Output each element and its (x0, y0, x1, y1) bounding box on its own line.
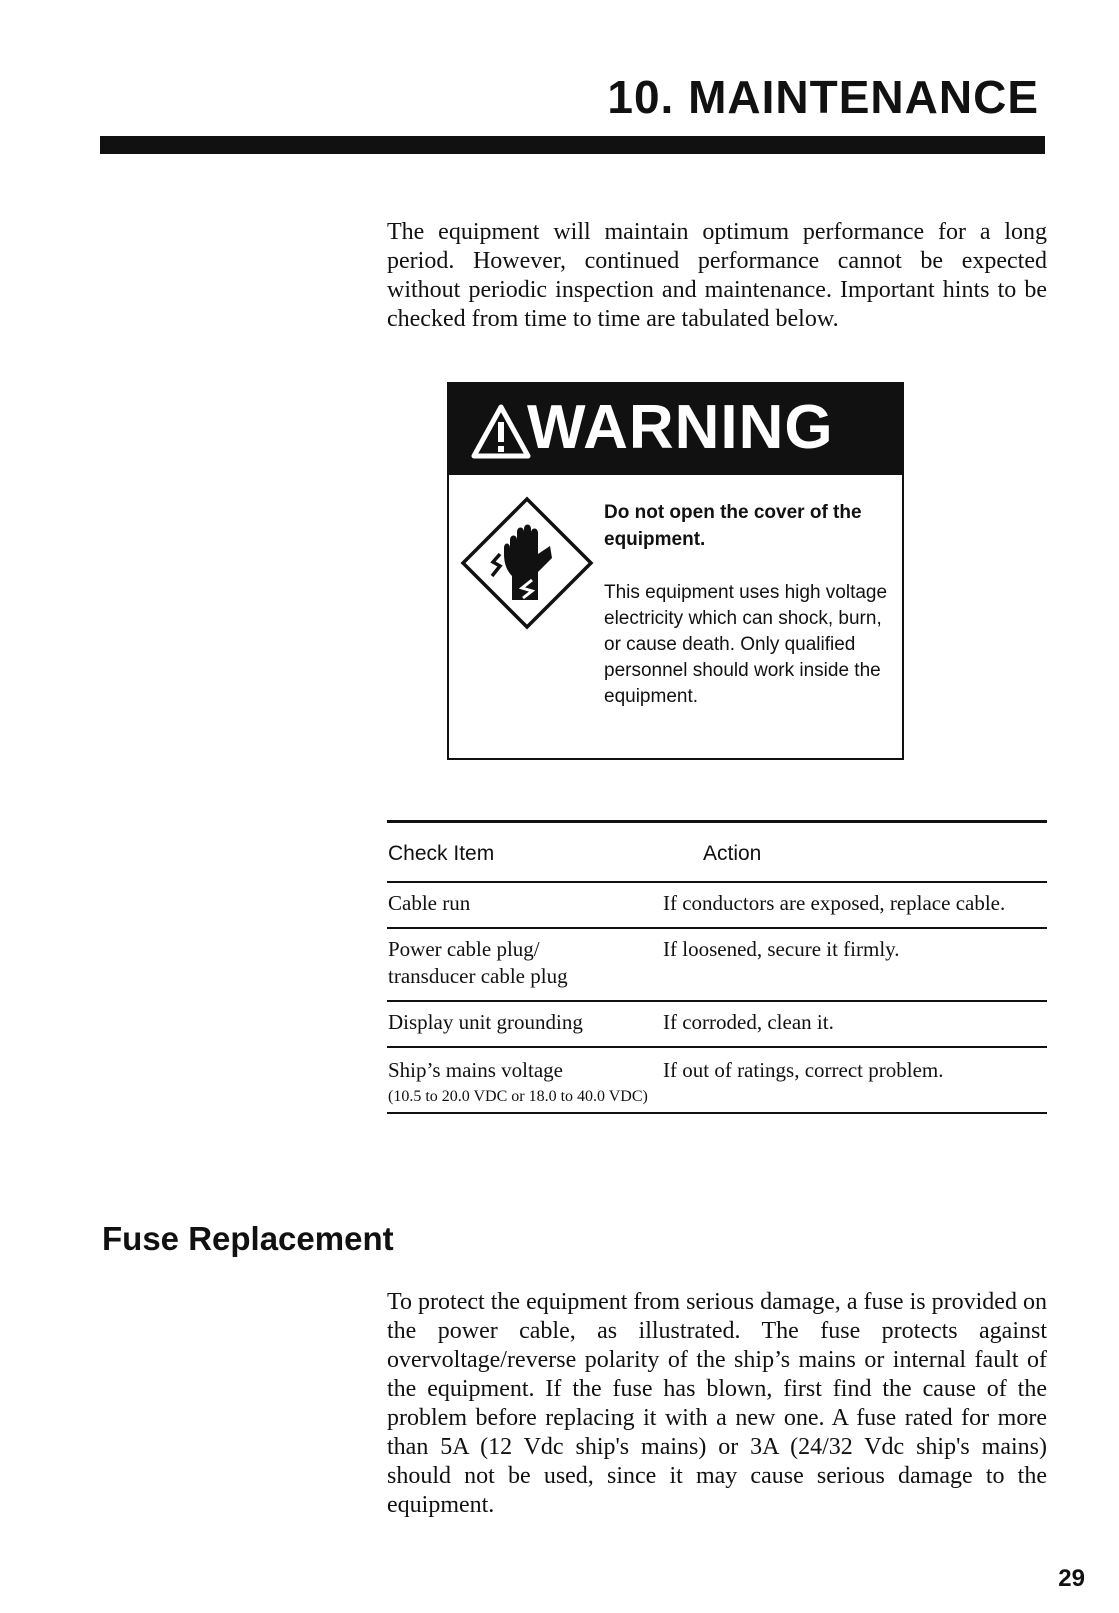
row-2-action: If loosened, secure it firmly. (663, 937, 900, 961)
table-bottom-rule (387, 1112, 1047, 1114)
row-rule (387, 1046, 1047, 1048)
row-1-item: Cable run (388, 891, 471, 915)
intro-paragraph: The equipment will maintain optimum performance for a long period. However, continued performance cannot be expected without periodic inspection and maintenance. Important hints to be checked from time to time are tabulated below. (387, 219, 1047, 332)
row-2-item-line-1: Power cable plug/ (388, 937, 540, 961)
warning-triangle-icon (471, 404, 531, 459)
warning-box (447, 382, 904, 760)
title-rule (100, 136, 1045, 154)
row-3-action: If corroded, clean it. (663, 1010, 834, 1034)
page-number: 29 (1058, 1565, 1085, 1592)
row-4-item: Ship’s mains voltage (388, 1058, 563, 1082)
warning-title: WARNING (527, 393, 834, 462)
row-2-item-line-2: transducer cable plug (388, 964, 568, 988)
row-3-item: Display unit grounding (388, 1010, 583, 1034)
electric-shock-hazard-icon (460, 496, 594, 630)
row-4-voltage-note: (10.5 to 20.0 VDC or 18.0 to 40.0 VDC) (388, 1088, 648, 1105)
row-rule (387, 927, 1047, 929)
table-top-rule (387, 820, 1047, 823)
row-1-action: If conductors are exposed, replace cable. (663, 891, 1006, 915)
row-4-action: If out of ratings, correct problem. (663, 1058, 944, 1082)
column-header-check-item: Check Item (388, 842, 495, 865)
fuse-paragraph: To protect the equipment from serious damage, a fuse is provided on the power cable, as illustrated. The fuse protects against overvoltage/reverse polarity of the ship’s mains or internal fault of the equipment. If the fuse has blown, first find the cause of the problem before replacing it with a new one. A fuse rated for more than 5A (12 Vdc ship's mains) or 3A (24/32 Vdc ship's mains) should not be used, since it may cause serious damage to the equipment. (387, 1289, 1047, 1518)
warning-heading: Do not open the cover of the equipment. (604, 502, 862, 550)
warning-header (449, 384, 902, 475)
column-header-action: Action (703, 842, 762, 865)
warning-body: This equipment uses high voltage electricity which can shock, burn, or cause death. Only qualified personnel should work inside the equipment. (604, 582, 888, 707)
header-rule (387, 881, 1047, 883)
chapter-title: 10. MAINTENANCE (607, 71, 1039, 123)
section-title: Fuse Replacement (102, 1220, 394, 1257)
row-rule (387, 1000, 1047, 1002)
